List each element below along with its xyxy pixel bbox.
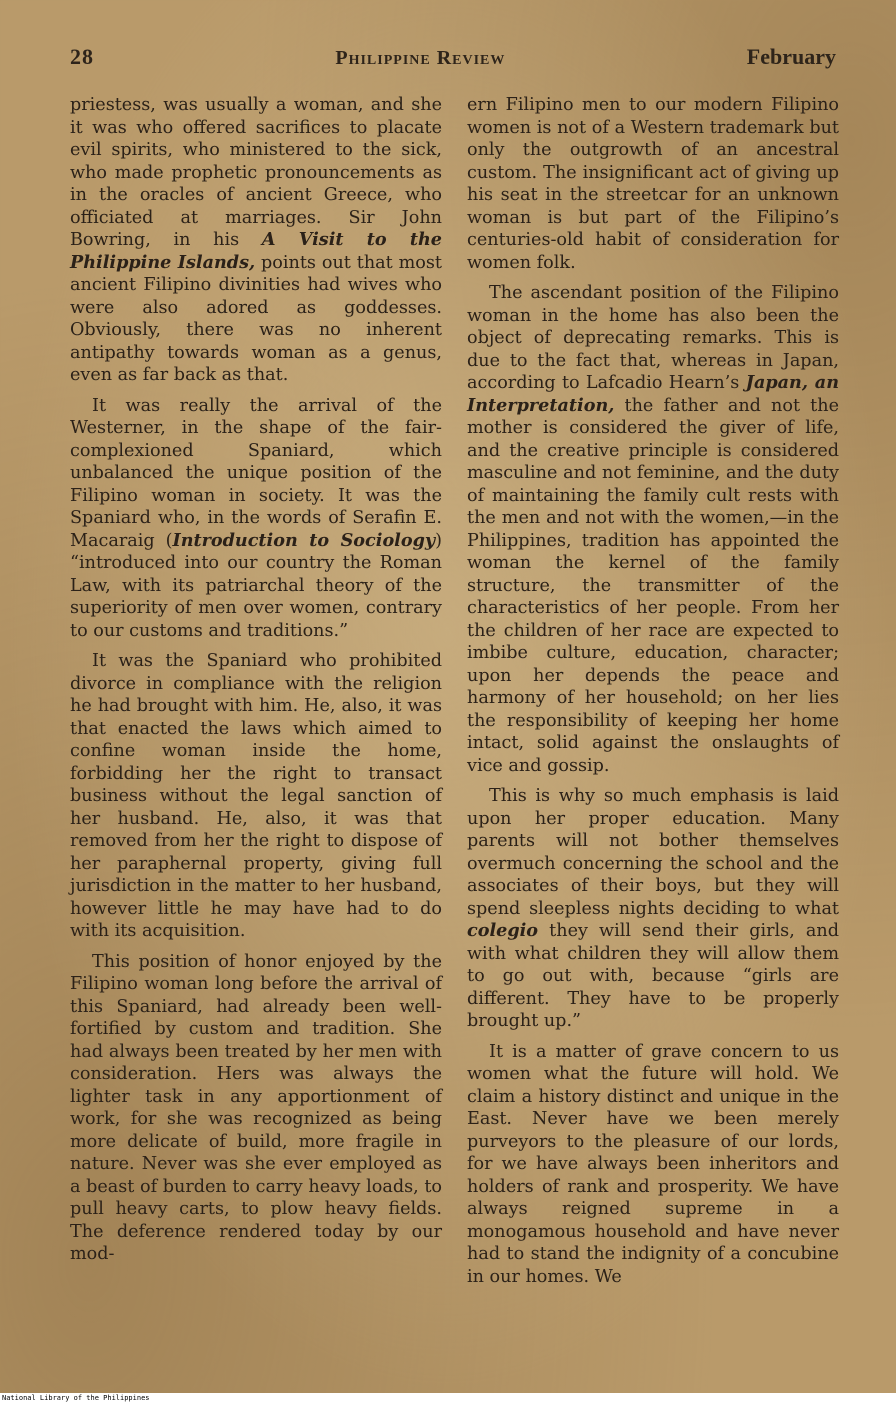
paragraph: It was the Spaniard who prohibited divorce in compliance with the religion he had brought with him. He, also, it was that enacted the laws which aimed to confine woman inside the home, forbidding her the right to transact business without the legal sanction of her husband. He, also, it was that removed from her the right to dispose of her paraphernal property, giving full jurisdiction in the matter to her husband, however little he may have had to do with its acquisition. <box>70 651 442 941</box>
paragraph-text: It was really the arrival of the Westerner, in the shape of the fair-complexioned Spaniard, which unbalanced the unique position of the Filipino woman in society. It was the Spaniard who, in the words of Serafin E. Macaraig ( <box>70 395 442 551</box>
paragraph-text: This is why so much emphasis is laid upon her proper education. Many parents will not bother themselves overmuch concerning the school and the associates of their boys, but they will spend sleepless nights deciding to what <box>467 786 839 919</box>
page-number: 28 <box>70 44 94 69</box>
foreign-term: colegio <box>467 920 539 941</box>
left-column <box>70 94 442 1274</box>
paragraph-text: The ascendant position of the Filipino woman in the home has also been the object of deprecating remarks. This is due to the fact that, whereas in Japan, according to Lafcadio Hearn’s <box>467 283 839 393</box>
paragraph: This position of honor enjoyed by the Filipino woman long before the arrival of this Spaniard, had already been well-fortified by custom and tradition. She had always been treated by her men with consideration. Hers was always the lighter task in any apportionment of work, for she was recognized as being more delicate of build, more fragile in nature. Never was she ever employed as a beast of burden to carry heavy loads, to pull heavy carts, to plow heavy fields. The deference rendered today by our mod- <box>70 951 442 1264</box>
paragraph-text: priestess, was usually a woman, and she it was who offered sacrifices to placate evil spirits, who ministered to the sick, who made prophetic pronouncements as in the oracles of ancient Greece, who officiated at marriages. Sir John Bowring, in his <box>70 95 442 250</box>
book-title: A Visit to the Philippine Islands, <box>70 229 442 273</box>
paragraph-text: ) “introduced into our country the Roman Law, with its patriarchal theory of the superiority of men over women, contrary to our customs and traditions.” <box>70 530 442 641</box>
issue-month: February <box>746 44 836 69</box>
paragraph <box>467 282 839 777</box>
paragraph <box>70 94 442 387</box>
book-title: Introduction to Sociology <box>172 529 436 551</box>
paragraph-text: they will send their girls, and with what children they will allow them to go out with, because “girls are different. They have to be properly brought up.” <box>467 921 839 1031</box>
paragraph: ern Filipino men to our modern Filipino women is not of a Western trademark but only the outgrowth of an ancestral custom. The insignificant act of giving up his seat in the streetcar for an unknown woman is but part of the Filipino’s centuries-old habit of consideration for women folk. <box>467 95 839 273</box>
book-title: Japan, an Interpretation, <box>467 372 839 416</box>
paragraph-text: points out that most ancient Filipino divinities had wives who were also adored as goddesses. Obviously, there was no inherent antipathy towards woman as a genus, even as far back as that. <box>70 252 442 385</box>
paragraph <box>70 395 442 643</box>
journal-title: Philippine Review <box>335 47 506 69</box>
paragraph-text: the father and not the mother is considered the giver of life, and the creative principle is considered masculine and not feminine, and the duty of maintaining the family cult rests with the men and not with the women,—in the Philippines, tradition has appointed the woman the kernel of the family structure, the transmitter of the characteristics of her people. From her the children of her race are expected to imbibe culture, education, character; upon her depends the peace and harmony of her household; on her lies the responsibility of keeping her home intact, solid against the onslaughts of vice and gossip. <box>467 395 839 776</box>
paragraph <box>467 785 839 1033</box>
running-header <box>70 44 836 74</box>
paragraph: It is a matter of grave concern to us women what the future will hold. We claim a history distinct and unique in the East. Never have we been merely purveyors to the pleasure of our lords, for we have always been inheritors and holders of rank and prosperity. We have always reigned supreme in a monogamous household and have never had to stand the indignity of a concubine in our homes. We <box>467 1041 839 1287</box>
right-column <box>467 94 839 1296</box>
archive-credit: National Library of the Philippines <box>0 1393 896 1403</box>
